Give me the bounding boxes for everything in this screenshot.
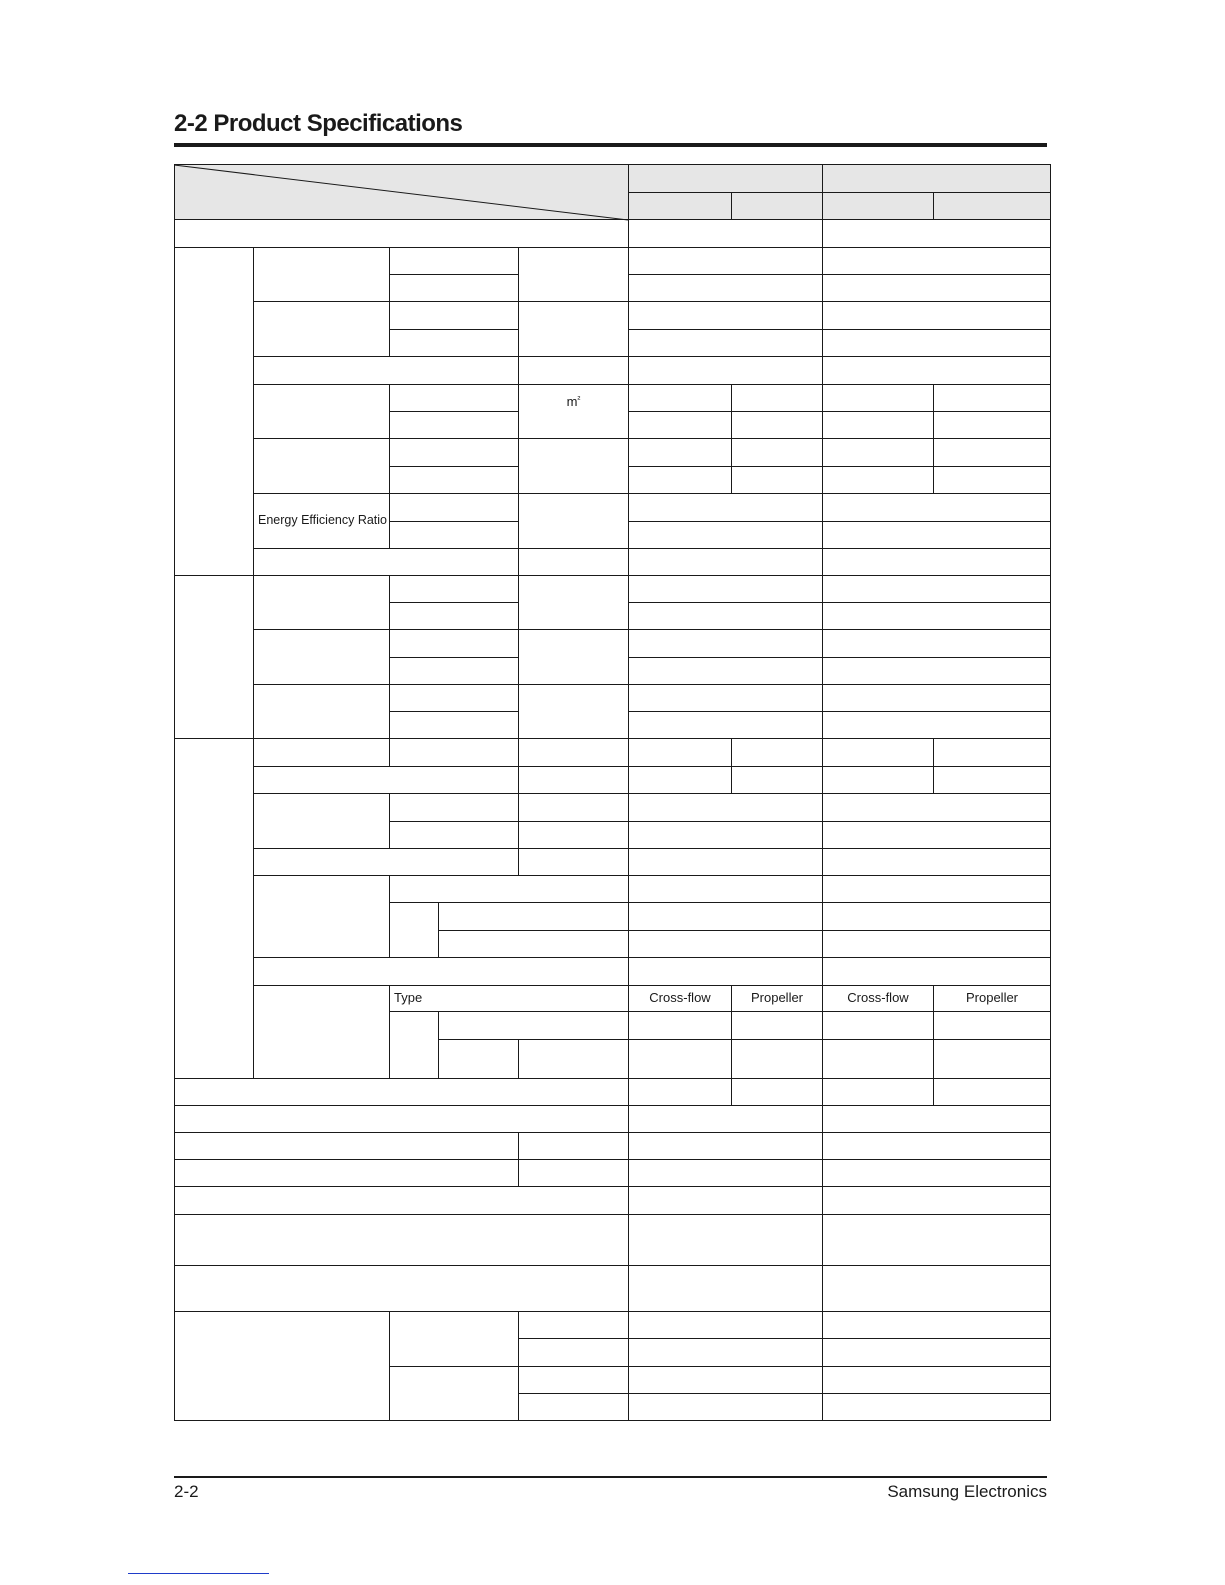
table-cell bbox=[822, 1338, 1051, 1367]
table-cell bbox=[628, 301, 823, 330]
table-cell bbox=[174, 1105, 629, 1133]
table-cell bbox=[822, 1393, 1051, 1421]
page-title: 2-2 Product Specifications bbox=[174, 110, 463, 137]
table-cell bbox=[389, 411, 519, 439]
table-cell bbox=[174, 1186, 629, 1215]
table-cell bbox=[389, 493, 519, 522]
table-cell bbox=[628, 247, 823, 275]
table-cell bbox=[174, 1159, 519, 1187]
table-cell bbox=[389, 1311, 519, 1367]
table-cell bbox=[822, 957, 1051, 986]
table-cell bbox=[628, 1039, 732, 1079]
table-cell bbox=[628, 1186, 823, 1215]
table-cell bbox=[389, 821, 519, 849]
table-cell bbox=[628, 930, 823, 958]
table-cell bbox=[253, 793, 390, 849]
table-cell bbox=[628, 1338, 823, 1367]
table-cell bbox=[628, 493, 823, 522]
table-cell bbox=[253, 629, 390, 685]
table-cell bbox=[822, 766, 934, 794]
table-cell bbox=[253, 684, 390, 739]
table-cell bbox=[731, 466, 823, 494]
table-cell bbox=[822, 657, 1051, 685]
fan-type-a-outdoor: Propeller bbox=[731, 985, 823, 1012]
table-cell bbox=[822, 1105, 1051, 1133]
table-cell bbox=[628, 766, 732, 794]
table-cell bbox=[628, 1105, 823, 1133]
table-cell bbox=[933, 1011, 1051, 1040]
unit-m: m bbox=[566, 394, 578, 409]
table-header-corner bbox=[174, 164, 629, 220]
table-unit-cell bbox=[518, 1039, 629, 1079]
table-cell bbox=[389, 521, 519, 549]
table-cell bbox=[628, 356, 823, 385]
table-cell bbox=[628, 384, 732, 412]
table-cell bbox=[822, 848, 1051, 876]
table-cell bbox=[389, 738, 519, 767]
table-header-model-b bbox=[822, 164, 1051, 193]
table-cell bbox=[253, 384, 390, 439]
table-cell bbox=[822, 711, 1051, 739]
table-cell bbox=[628, 1265, 823, 1312]
table-cell bbox=[628, 1132, 823, 1160]
table-cell bbox=[822, 930, 1051, 958]
table-cell bbox=[731, 1078, 823, 1106]
table-cell bbox=[822, 274, 1051, 302]
table-cell bbox=[253, 738, 390, 767]
table-cell bbox=[731, 438, 823, 467]
table-cell bbox=[822, 575, 1051, 603]
table-cell bbox=[389, 384, 519, 412]
table-cell bbox=[628, 1393, 823, 1421]
table-cell bbox=[174, 219, 629, 248]
table-cell bbox=[389, 602, 519, 630]
table-header-a-outdoor bbox=[731, 192, 823, 220]
table-cell bbox=[174, 1078, 629, 1106]
table-cell bbox=[822, 329, 1051, 357]
table-cell bbox=[628, 957, 823, 986]
table-cell bbox=[628, 411, 732, 439]
table-unit-cell bbox=[518, 1311, 629, 1339]
table-cell bbox=[628, 711, 823, 739]
table-cell bbox=[174, 1265, 629, 1312]
table-cell bbox=[628, 1311, 823, 1339]
table-cell bbox=[822, 1311, 1051, 1339]
table-cell bbox=[389, 1366, 519, 1421]
table-cell bbox=[253, 575, 390, 630]
table-cell bbox=[628, 329, 823, 357]
table-cell bbox=[253, 356, 519, 385]
table-unit-cell bbox=[518, 766, 629, 794]
table-cell bbox=[933, 411, 1051, 439]
table-unit-cell bbox=[518, 738, 629, 767]
table-cell bbox=[389, 793, 519, 822]
table-cell bbox=[389, 711, 519, 739]
table-header-a-indoor bbox=[628, 192, 732, 220]
table-cell bbox=[822, 411, 934, 439]
table-cell bbox=[628, 738, 732, 767]
table-group-label bbox=[174, 738, 254, 1079]
table-cell bbox=[628, 1078, 732, 1106]
table-cell bbox=[822, 1186, 1051, 1215]
table-cell bbox=[822, 629, 1051, 658]
table-cell bbox=[628, 602, 823, 630]
table-cell bbox=[628, 1011, 732, 1040]
table-cell bbox=[389, 274, 519, 302]
footer-divider bbox=[174, 1476, 1047, 1478]
table-cell bbox=[822, 602, 1051, 630]
table-cell bbox=[822, 493, 1051, 522]
table-cell bbox=[628, 793, 823, 822]
unit-square-meter bbox=[518, 384, 629, 439]
fan-type-a-indoor: Cross-flow bbox=[628, 985, 732, 1012]
table-cell bbox=[628, 629, 823, 658]
table-cell bbox=[822, 548, 1051, 576]
table-cell bbox=[731, 411, 823, 439]
table-cell bbox=[628, 548, 823, 576]
table-cell bbox=[822, 1265, 1051, 1312]
table-cell bbox=[253, 301, 390, 357]
table-unit-cell bbox=[518, 629, 629, 685]
table-unit-cell bbox=[518, 1159, 629, 1187]
table-cell bbox=[253, 247, 390, 302]
table-cell bbox=[389, 438, 519, 467]
table-cell bbox=[731, 1039, 823, 1079]
table-cell bbox=[822, 247, 1051, 275]
table-unit-cell bbox=[518, 821, 629, 849]
energy-efficiency-ratio-label: Energy Efficiency Ratio bbox=[253, 493, 390, 549]
table-cell bbox=[822, 1132, 1051, 1160]
table-cell bbox=[731, 384, 823, 412]
table-cell bbox=[628, 902, 823, 931]
table-cell bbox=[822, 793, 1051, 822]
table-cell bbox=[628, 848, 823, 876]
table-cell bbox=[253, 957, 629, 986]
table-cell bbox=[389, 575, 519, 603]
table-header-model-a bbox=[628, 164, 823, 193]
table-unit-cell bbox=[518, 548, 629, 576]
table-group-label bbox=[174, 575, 254, 739]
table-unit-cell bbox=[518, 1132, 629, 1160]
table-cell bbox=[822, 438, 934, 467]
table-header-b-outdoor bbox=[933, 192, 1051, 220]
table-cell bbox=[438, 902, 629, 931]
table-group-label bbox=[174, 247, 254, 576]
table-cell bbox=[253, 548, 519, 576]
table-cell bbox=[253, 875, 390, 958]
table-cell bbox=[438, 930, 629, 958]
table-cell bbox=[822, 738, 934, 767]
table-cell bbox=[822, 301, 1051, 330]
table-cell bbox=[253, 985, 390, 1079]
table-unit-cell bbox=[518, 1338, 629, 1367]
table-unit-cell bbox=[518, 793, 629, 822]
table-cell bbox=[822, 902, 1051, 931]
table-cell bbox=[438, 1039, 519, 1079]
table-cell bbox=[389, 247, 519, 275]
table-cell bbox=[628, 466, 732, 494]
table-cell bbox=[628, 1366, 823, 1394]
table-cell bbox=[822, 219, 1051, 248]
table-group-label bbox=[174, 1311, 390, 1421]
table-cell bbox=[731, 738, 823, 767]
table-cell bbox=[731, 1011, 823, 1040]
table-cell bbox=[389, 875, 629, 903]
table-cell bbox=[822, 1078, 934, 1106]
table-cell bbox=[174, 1214, 629, 1266]
table-cell bbox=[822, 821, 1051, 849]
table-cell bbox=[822, 356, 1051, 385]
table-cell bbox=[822, 1011, 934, 1040]
table-cell bbox=[933, 466, 1051, 494]
table-cell bbox=[389, 657, 519, 685]
table-cell bbox=[822, 684, 1051, 712]
table-unit-cell bbox=[518, 1366, 629, 1394]
table-unit-cell bbox=[518, 684, 629, 739]
unit-superscript: ² bbox=[577, 394, 581, 404]
table-cell bbox=[822, 1039, 934, 1079]
table-unit-cell bbox=[518, 575, 629, 630]
table-cell bbox=[389, 466, 519, 494]
table-cell bbox=[628, 274, 823, 302]
table-cell bbox=[389, 629, 519, 658]
table-cell bbox=[389, 1011, 439, 1079]
table-cell bbox=[933, 766, 1051, 794]
table-cell bbox=[822, 1214, 1051, 1266]
title-divider bbox=[174, 143, 1047, 147]
table-cell bbox=[253, 848, 519, 876]
fan-type-b-indoor: Cross-flow bbox=[822, 985, 934, 1012]
table-cell bbox=[628, 219, 823, 248]
table-cell bbox=[389, 329, 519, 357]
table-cell bbox=[389, 301, 519, 330]
table-cell bbox=[933, 384, 1051, 412]
table-unit-cell bbox=[518, 493, 629, 549]
table-cell bbox=[628, 657, 823, 685]
table-cell bbox=[628, 1214, 823, 1266]
table-cell bbox=[822, 875, 1051, 903]
table-cell bbox=[822, 521, 1051, 549]
table-cell bbox=[628, 875, 823, 903]
table-unit-cell bbox=[518, 301, 629, 357]
table-cell bbox=[731, 766, 823, 794]
table-cell bbox=[389, 902, 439, 958]
link-underline[interactable] bbox=[128, 1573, 269, 1574]
table-cell bbox=[628, 1159, 823, 1187]
table-unit-cell bbox=[518, 356, 629, 385]
table-cell bbox=[628, 821, 823, 849]
table-cell bbox=[438, 1011, 629, 1040]
table-cell bbox=[389, 684, 519, 712]
table-cell bbox=[933, 738, 1051, 767]
table-unit-cell bbox=[518, 848, 629, 876]
table-unit-cell bbox=[518, 438, 629, 494]
table-cell bbox=[628, 575, 823, 603]
table-cell bbox=[253, 438, 390, 494]
table-cell bbox=[933, 438, 1051, 467]
table-unit-cell bbox=[518, 247, 629, 302]
table-header-b-indoor bbox=[822, 192, 934, 220]
fan-type-label: Type bbox=[389, 985, 629, 1012]
page-number: 2-2 bbox=[174, 1482, 199, 1501]
table-cell bbox=[933, 1078, 1051, 1106]
table-cell bbox=[822, 466, 934, 494]
table-cell bbox=[628, 684, 823, 712]
table-cell bbox=[822, 1366, 1051, 1394]
table-cell bbox=[933, 1039, 1051, 1079]
table-unit-cell bbox=[518, 1393, 629, 1421]
table-cell bbox=[822, 384, 934, 412]
footer-company: Samsung Electronics bbox=[887, 1482, 1047, 1501]
table-cell bbox=[253, 766, 519, 794]
fan-type-b-outdoor: Propeller bbox=[933, 985, 1051, 1012]
table-cell bbox=[628, 438, 732, 467]
table-cell bbox=[174, 1132, 519, 1160]
table-cell bbox=[822, 1159, 1051, 1187]
table-cell bbox=[628, 521, 823, 549]
